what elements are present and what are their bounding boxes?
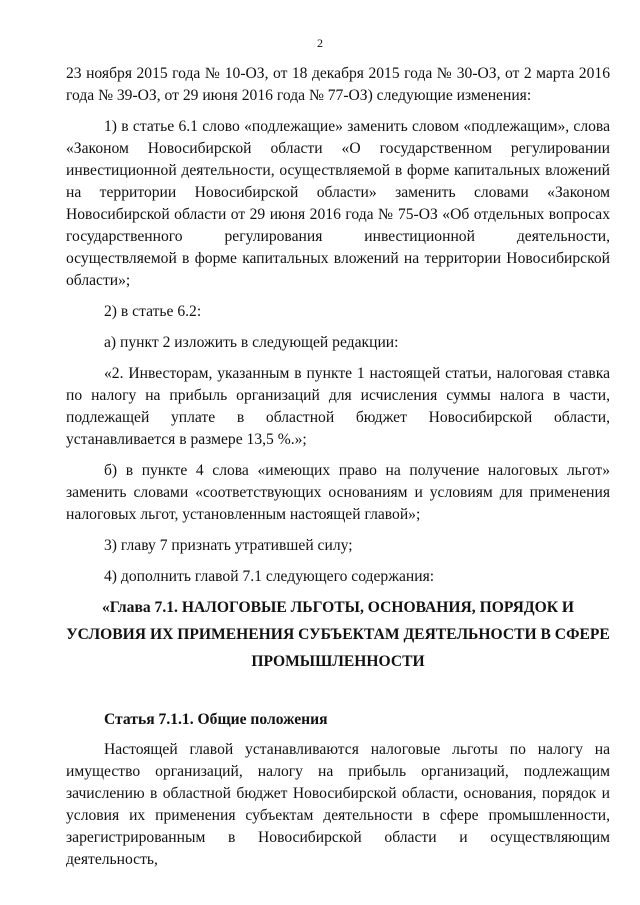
paragraph-amendment-list: 23 ноября 2015 года № 10-ОЗ, от 18 декабря 2015 года № 30-ОЗ, от 2 марта 2016 года № 39-ОЗ, от 29 июня 2016 года № 77-ОЗ) следующие изменения:: [66, 65, 610, 104]
paragraph-item-2a: а) пункт 2 изложить в следующей редакции:: [104, 334, 399, 351]
article-title: Статья 7.1.1. Общие положения: [104, 711, 328, 728]
document-body: [66, 63, 610, 871]
paragraph-item-2b: б) в пункте 4 слова «имеющих право на получение налоговых льгот» заменить словами «соответствующих основаниям и условиям для применения налоговых льгот, установленным настоящей главой»;: [66, 462, 610, 523]
paragraph-item-1: 1) в статье 6.1 слово «подлежащие» заменить словом «подлежащим», слова «Законом Новосибирской области «О государственном регулировании инвестиционной деятельности, осуществляемой в форме капитальных вложений на территории Новосибирской области» заменить словами «Законом Новосибирской области от 29 июня 2016 года № 75-ОЗ «Об отдельных вопросах государственного регулирования инвестиционной деятельности, осуществляемой в форме капитальных вложений на территории Новосибирской области»;: [66, 118, 610, 289]
chapter-heading: «Глава 7.1. НАЛОГОВЫЕ ЛЬГОТЫ, ОСНОВАНИЯ, ПОРЯДОК И УСЛОВИЯ ИХ ПРИМЕНЕНИЯ СУБЪЕКТАМ ДЕЯТЕЛЬНОСТИ В СФЕРЕ ПРОМЫШЛЕННОСТИ: [66, 599, 610, 670]
paragraph-item-3: 3) главу 7 признать утратившей силу;: [104, 537, 353, 554]
paragraph-item-2: 2) в статье 6.2:: [104, 303, 202, 320]
paragraph-item-4: 4) дополнить главой 7.1 следующего содержания:: [104, 568, 435, 585]
paragraph-quoted-clause: «2. Инвесторам, указанным в пункте 1 настоящей статьи, налоговая ставка по налогу на прибыль организаций для исчисления суммы налога в части, подлежащей уплате в областной бюджет Новосибирской области, устанавливается в размере 13,5 %.»;: [66, 365, 610, 448]
article-paragraph: Настоящей главой устанавливаются налоговые льготы по налогу на имущество организаций, налогу на прибыль организаций, подлежащим зачислению в областной бюджет Новосибирской области, основания, порядок и условия их применения субъектам деятельности в сфере промышленности, зарегистрированным в Новосибирской области и осуществляющим деятельность,: [66, 741, 610, 868]
page-number: 2: [317, 36, 323, 50]
